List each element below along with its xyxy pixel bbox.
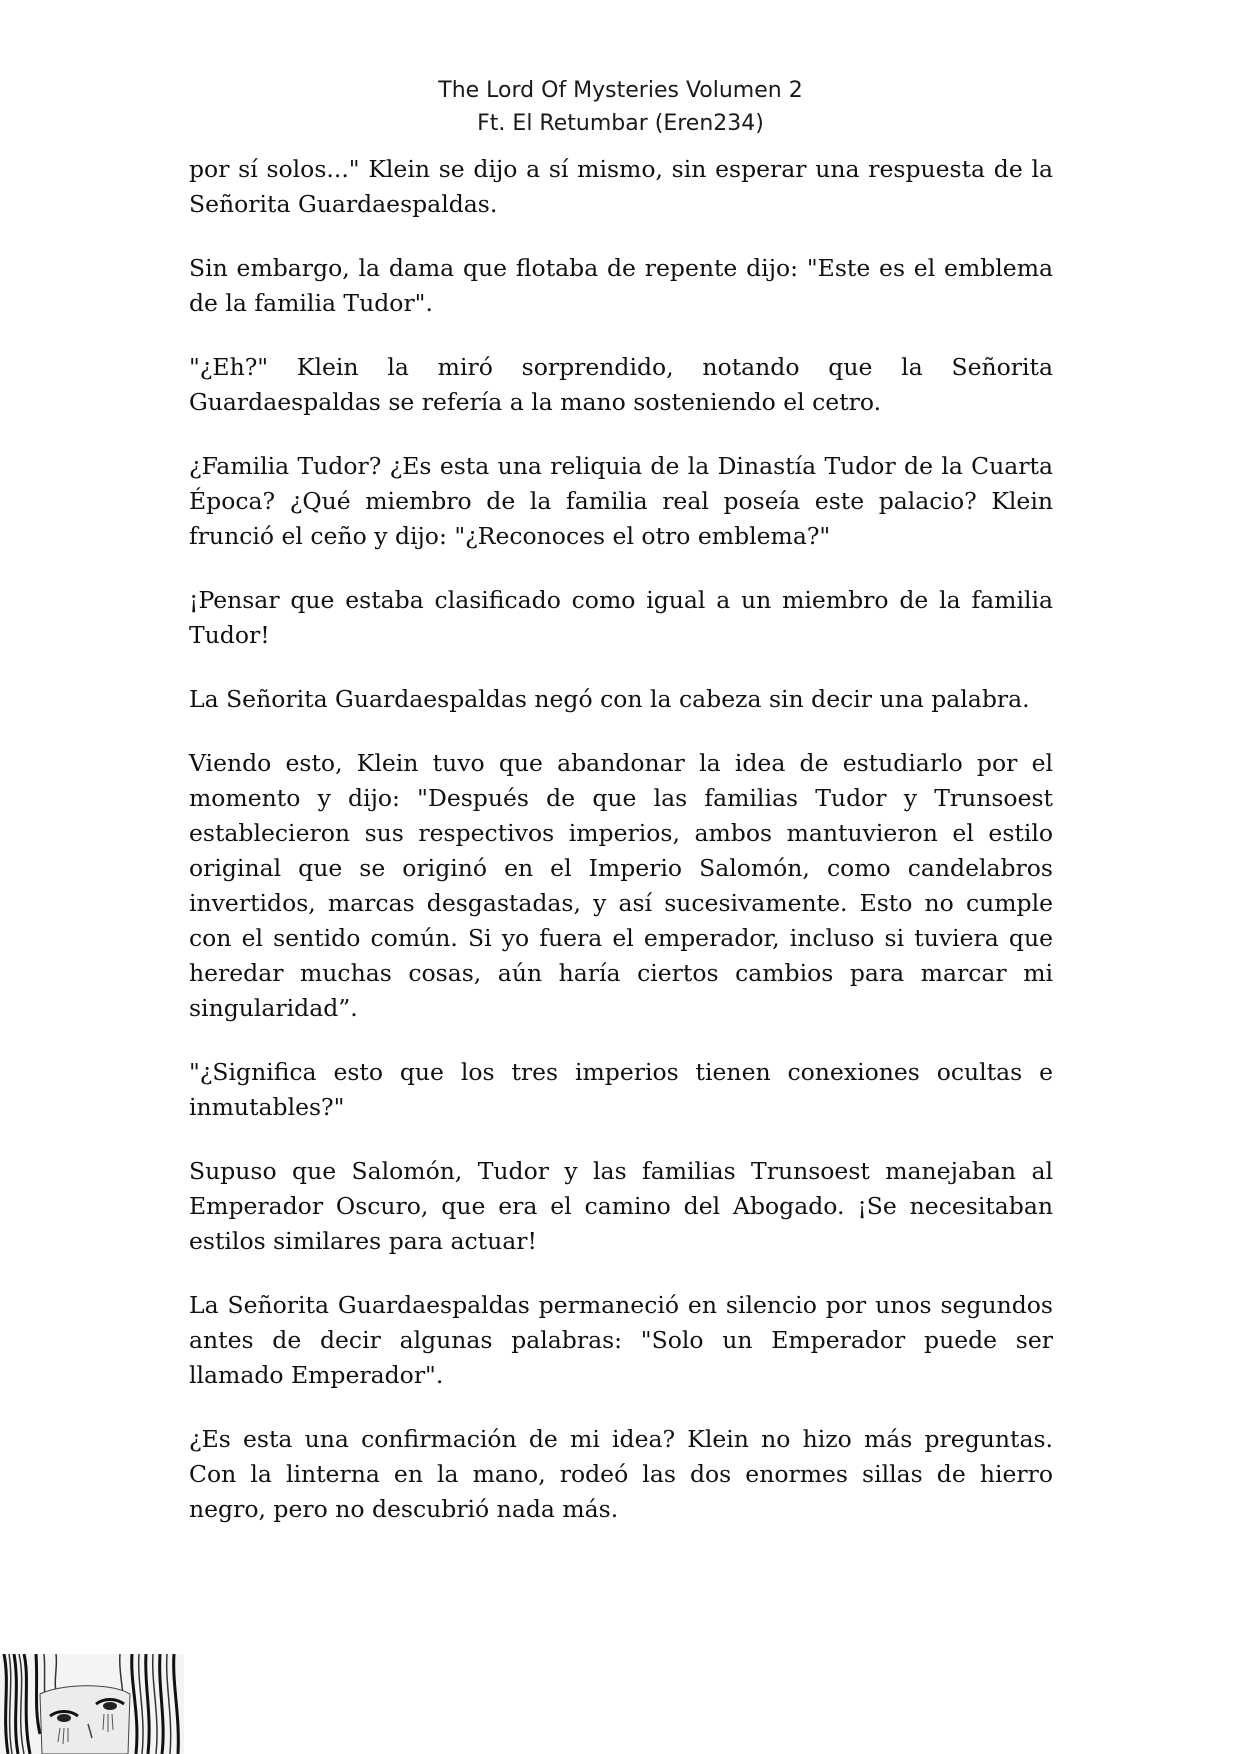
paragraph-6: La Señorita Guardaespaldas negó con la cabeza sin decir una palabra. — [189, 685, 1030, 713]
chapter-body — [189, 152, 1053, 1556]
paragraph-5: ¡Pensar que estaba clasificado como igual a un miembro de la familia Tudor! — [189, 586, 1053, 649]
paragraph-2: Sin embargo, la dama que flotaba de repente dijo: "Este es el emblema de la familia Tudor". — [189, 254, 1053, 317]
paragraph-11: ¿Es esta una confirmación de mi idea? Klein no hizo más preguntas. Con la linterna en la mano, rodeó las dos enormes sillas de hierro negro, pero no descubrió nada más. — [189, 1425, 1053, 1523]
paragraph-8: "¿Significa esto que los tres imperios tienen conexiones ocultas e inmutables?" — [189, 1058, 1053, 1121]
header-title-line-2: Ft. El Retumbar (Eren234) — [477, 111, 764, 136]
paragraph-9: Supuso que Salomón, Tudor y las familias Trunsoest manejaban al Emperador Oscuro, que era el camino del Abogado. ¡Se necesitaban estilos similares para actuar! — [189, 1157, 1053, 1255]
paragraph-3: "¿Eh?" Klein la miró sorprendido, notando que la Señorita Guardaespaldas se refería a la mano sosteniendo el cetro. — [189, 353, 1053, 416]
paragraph-10: La Señorita Guardaespaldas permaneció en silencio por unos segundos antes de decir algunas palabras: "Solo un Emperador puede ser llamado Emperador". — [189, 1291, 1053, 1389]
manga-portrait-illustration — [0, 1654, 184, 1754]
page-header — [0, 74, 1241, 140]
header-title-line-1: The Lord Of Mysteries Volumen 2 — [438, 78, 803, 103]
paragraph-1: por sí solos..." Klein se dijo a sí mismo, sin esperar una respuesta de la Señorita Guardaespaldas. — [189, 155, 1053, 218]
paragraph-4: ¿Familia Tudor? ¿Es esta una reliquia de la Dinastía Tudor de la Cuarta Época? ¿Qué miembro de la familia real poseía este palacio? Klein frunció el ceño y dijo: "¿Reconoces el otro emblema?" — [189, 452, 1053, 550]
paragraph-7: Viendo esto, Klein tuvo que abandonar la idea de estudiarlo por el momento y dijo: "Después de que las familias Tudor y Trunsoest establecieron sus respectivos imperios, ambos mantuvieron el estilo original que se originó en el Imperio Salomón, como candelabros invertidos, marcas desgastadas, y así sucesivamente. Esto no cumple con el sentido común. Si yo fuera el emperador, incluso si tuviera que heredar muchas cosas, aún haría ciertos cambios para marcar mi singularidad”. — [189, 749, 1053, 1022]
